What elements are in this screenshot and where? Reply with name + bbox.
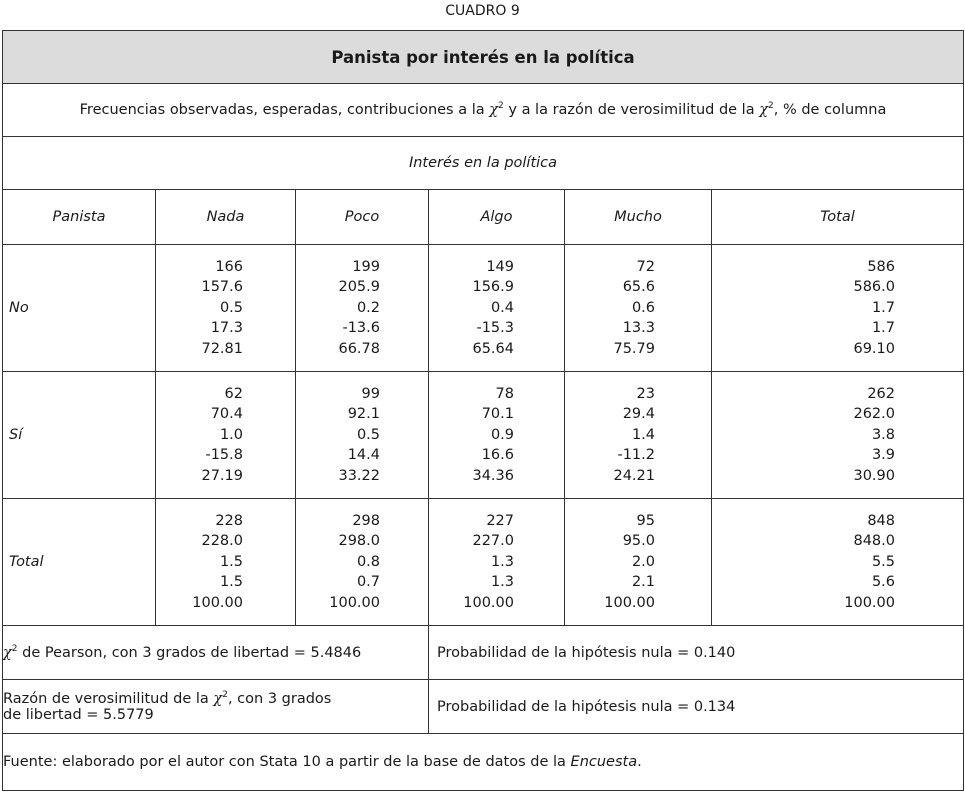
cell-value: -13.6 — [342, 320, 380, 337]
cell-value: 227 — [486, 512, 514, 529]
cell-value: 1.3 — [490, 574, 514, 591]
cell-value: 298.0 — [338, 533, 380, 550]
cell-value: 100.00 — [329, 594, 380, 611]
cell-values — [565, 511, 711, 614]
cell-value: 586 — [867, 258, 895, 275]
cell-values — [429, 384, 564, 487]
cell-values — [712, 257, 963, 360]
cell-value: 78 — [495, 385, 514, 402]
cell-value: 70.4 — [210, 406, 243, 423]
cell-value: 228.0 — [201, 533, 243, 550]
table-caption: CUADRO 9 — [445, 3, 520, 19]
table-title: Panista por interés en la política — [3, 31, 964, 84]
cell-value: 66.78 — [338, 340, 380, 357]
cell-value: 92.1 — [347, 406, 380, 423]
cell-value: 0.5 — [219, 299, 243, 316]
cell-values — [712, 511, 963, 614]
cell-value: 13.3 — [622, 320, 655, 337]
cell-value: 205.9 — [338, 279, 380, 296]
source-note: Fuente: elaborado por el autor con Stata 10 a partir de la base de datos de la Encuesta. — [3, 734, 964, 791]
cell-value: 95.0 — [622, 533, 655, 550]
cell-values — [429, 511, 564, 614]
table-row — [3, 499, 964, 626]
cell-value: 27.19 — [201, 467, 243, 484]
row-label: No — [3, 245, 156, 372]
column-header: Poco — [296, 190, 429, 245]
column-header: Algo — [429, 190, 565, 245]
cell-value: 24.21 — [613, 467, 655, 484]
cell-value: 30.90 — [853, 467, 895, 484]
cell-value: 1.7 — [871, 320, 895, 337]
cell-value: 227.0 — [472, 533, 514, 550]
cell-value: 0.5 — [356, 426, 380, 443]
cell-values — [156, 257, 295, 360]
cell-value: 149 — [486, 258, 514, 275]
cell-value: 1.3 — [490, 553, 514, 570]
cell-value: 69.10 — [853, 340, 895, 357]
pearson-probability: Probabilidad de la hipótesis nula = 0.140 — [429, 626, 964, 680]
cell-value: 166 — [215, 258, 243, 275]
cell-value: 72 — [636, 258, 655, 275]
cell-value: 72.81 — [201, 340, 243, 357]
cell-value: 0.2 — [356, 299, 380, 316]
cell-value: 1.5 — [219, 553, 243, 570]
cell-value: 5.6 — [871, 574, 895, 591]
cell-value: 848.0 — [853, 533, 895, 550]
cell-value: 100.00 — [463, 594, 514, 611]
cell-value: 1.4 — [631, 426, 655, 443]
cell-value: 1.7 — [871, 299, 895, 316]
interest-header: Interés en la política — [3, 137, 964, 190]
cell-value: 100.00 — [604, 594, 655, 611]
likelihood-ratio: Razón de verosimilitud de la $\chi^2$, con 3 grados de libertad = 5.5779 — [3, 680, 429, 734]
row-label: Total — [3, 499, 156, 626]
cell-values — [429, 257, 564, 360]
lr-probability: Probabilidad de la hipótesis nula = 0.134 — [429, 680, 964, 734]
cell-value: 0.9 — [490, 426, 514, 443]
cell-value: 16.6 — [481, 447, 514, 464]
cell-value: 0.4 — [490, 299, 514, 316]
cell-value: 62 — [224, 385, 243, 402]
cell-value: 2.0 — [631, 553, 655, 570]
cell-value: 586.0 — [853, 279, 895, 296]
cell-value: 0.6 — [631, 299, 655, 316]
cell-value: -11.2 — [617, 447, 655, 464]
cell-value: 0.8 — [356, 553, 380, 570]
cell-value: 23 — [636, 385, 655, 402]
cell-value: 1.0 — [219, 426, 243, 443]
cell-value: 228 — [215, 512, 243, 529]
cell-values — [296, 511, 428, 614]
cell-value: -15.8 — [205, 447, 243, 464]
cell-value: 100.00 — [192, 594, 243, 611]
cell-value: 29.4 — [622, 406, 655, 423]
cell-values — [156, 511, 295, 614]
cell-value: 199 — [352, 258, 380, 275]
cell-values — [296, 384, 428, 487]
cell-value: -15.3 — [476, 320, 514, 337]
column-header: Total — [712, 190, 964, 245]
cell-value: 70.1 — [481, 406, 514, 423]
cell-value: 99 — [361, 385, 380, 402]
cell-value: 17.3 — [210, 320, 243, 337]
cell-value: 65.64 — [472, 340, 514, 357]
cell-values — [296, 257, 428, 360]
cell-value: 262 — [867, 385, 895, 402]
cell-value: 100.00 — [844, 594, 895, 611]
cell-value: 65.6 — [622, 279, 655, 296]
cell-value: 34.36 — [472, 467, 514, 484]
cell-value: 3.8 — [871, 426, 895, 443]
column-header: Mucho — [565, 190, 712, 245]
cell-value: 1.5 — [219, 574, 243, 591]
chi-symbol: χ — [759, 102, 768, 118]
column-header: Nada — [156, 190, 296, 245]
cell-value: 2.1 — [631, 574, 655, 591]
crosstab-table — [2, 30, 964, 791]
table-row — [3, 245, 964, 372]
cell-value: 3.9 — [871, 447, 895, 464]
cell-value: 5.5 — [871, 553, 895, 570]
column-header: Panista — [3, 190, 156, 245]
row-label: Sí — [3, 372, 156, 499]
cell-value: 848 — [867, 512, 895, 529]
pearson-chi2: $\chi^2$ de Pearson, con 3 grados de libertad = 5.4846 — [3, 626, 429, 680]
cell-value: 75.79 — [613, 340, 655, 357]
cell-values — [156, 384, 295, 487]
cell-values — [565, 257, 711, 360]
cell-values — [565, 384, 711, 487]
cell-value: 0.7 — [356, 574, 380, 591]
table-row — [3, 372, 964, 499]
cell-value: 95 — [636, 512, 655, 529]
chi-symbol: χ — [489, 102, 499, 118]
cell-value: 14.4 — [347, 447, 380, 464]
cell-value: 298 — [352, 512, 380, 529]
cell-value: 156.9 — [472, 279, 514, 296]
cell-value: 262.0 — [853, 406, 895, 423]
cell-value: 33.22 — [338, 467, 380, 484]
table-subtitle: Frecuencias observadas, esperadas, contribuciones a la $\chi^2$ y a la razón de verosimilitud de la $\chi^2$, % de columna — [3, 84, 964, 137]
cell-value: 157.6 — [201, 279, 243, 296]
cell-values — [712, 384, 963, 487]
